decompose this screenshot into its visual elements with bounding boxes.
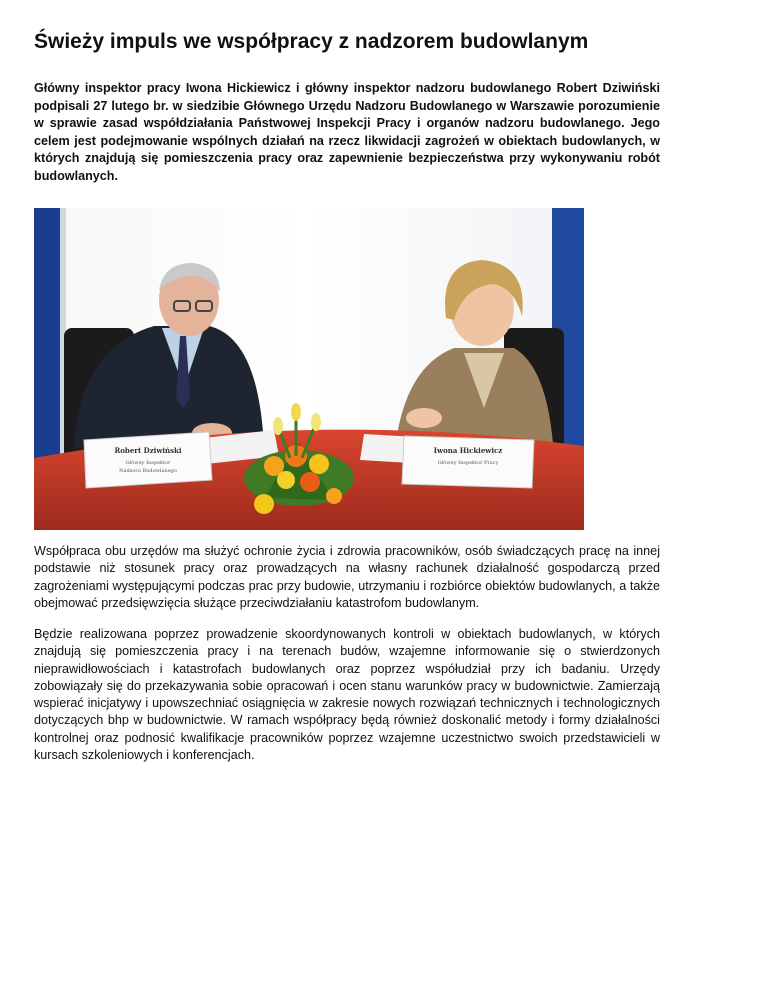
nameplate-right-role1: Główny Inspektor Pracy (437, 460, 499, 466)
nameplate-right-name: Iwona Hickiewicz (433, 446, 503, 455)
nameplate-left (84, 432, 212, 488)
nameplate-left-name: Robert Dziwiński (114, 446, 182, 455)
signing-photo (34, 208, 584, 530)
article-title: Świeży impuls we współpracy z nadzorem budowlanym (34, 30, 589, 53)
nameplate-left-role1: Główny Inspektor (125, 460, 171, 466)
nameplate-left-role2: Nadzoru Budowlanego (119, 468, 177, 474)
article-lead: Główny inspektor pracy Iwona Hickiewicz i główny inspektor nadzoru budowlanego Robert Dziwiński podpisali 27 lutego br. w siedzibie Głównego Urzędu Nadzoru Budowlanego w Warszawie porozumienie w sprawie zasad współdziałania Państwowej Inspekcji Pracy i organów nadzoru budowlanego. Jego celem jest podejmowanie wspólnych działań na rzecz likwidacji zagrożeń w obiektach budowlanych, w których znajdują się pomieszczenia pracy oraz zapewnienie bezpieczeństwa przy wykonywaniu robót budowlanych. (34, 81, 660, 183)
nameplate-right (402, 436, 534, 488)
article-paragraph: Współpraca obu urzędów ma służyć ochronie życia i zdrowia pracowników, osób świadczących pracę na innej podstawie niż stosunek pracy oraz prowadzących na własny rachunek działalność gospodarczą przed zagrożeniami występującymi podczas prac przy budowie, utrzymaniu i rozbiórce obiektów budowlanych, a także obejmować przedsięwzięcia służące przeciwdziałaniu katastrofom budowlanym. (34, 544, 660, 610)
article-paragraph: Będzie realizowana poprzez prowadzenie skoordynowanych kontroli w obiektach budowlanych, w których znajdują się pomieszczenia pracy i na terenach budów, wzajemne informowanie się o stwierdzonych nieprawidłowościach i katastrofach budowlanych oraz poprzez współudział przy ich badaniu. Urzędy zobowiązały się do przekazywania sobie opracowań i ocen stanu warunków pracy w budownictwie. Zamierzają wspierać inicjatywy i upowszechniać osiągnięcia w zakresie nowych rozwiązań technicznych i technologicznych dotyczących bhp w budownictwie. W ramach współpracy będą również doskonalić metody i formy działalności kontrolnej oraz podnosić kwalifikacje pracowników poprzez wzajemne uczestnictwo swoich przedstawicieli w kursach szkoleniowych i konferencjach. (34, 627, 660, 763)
